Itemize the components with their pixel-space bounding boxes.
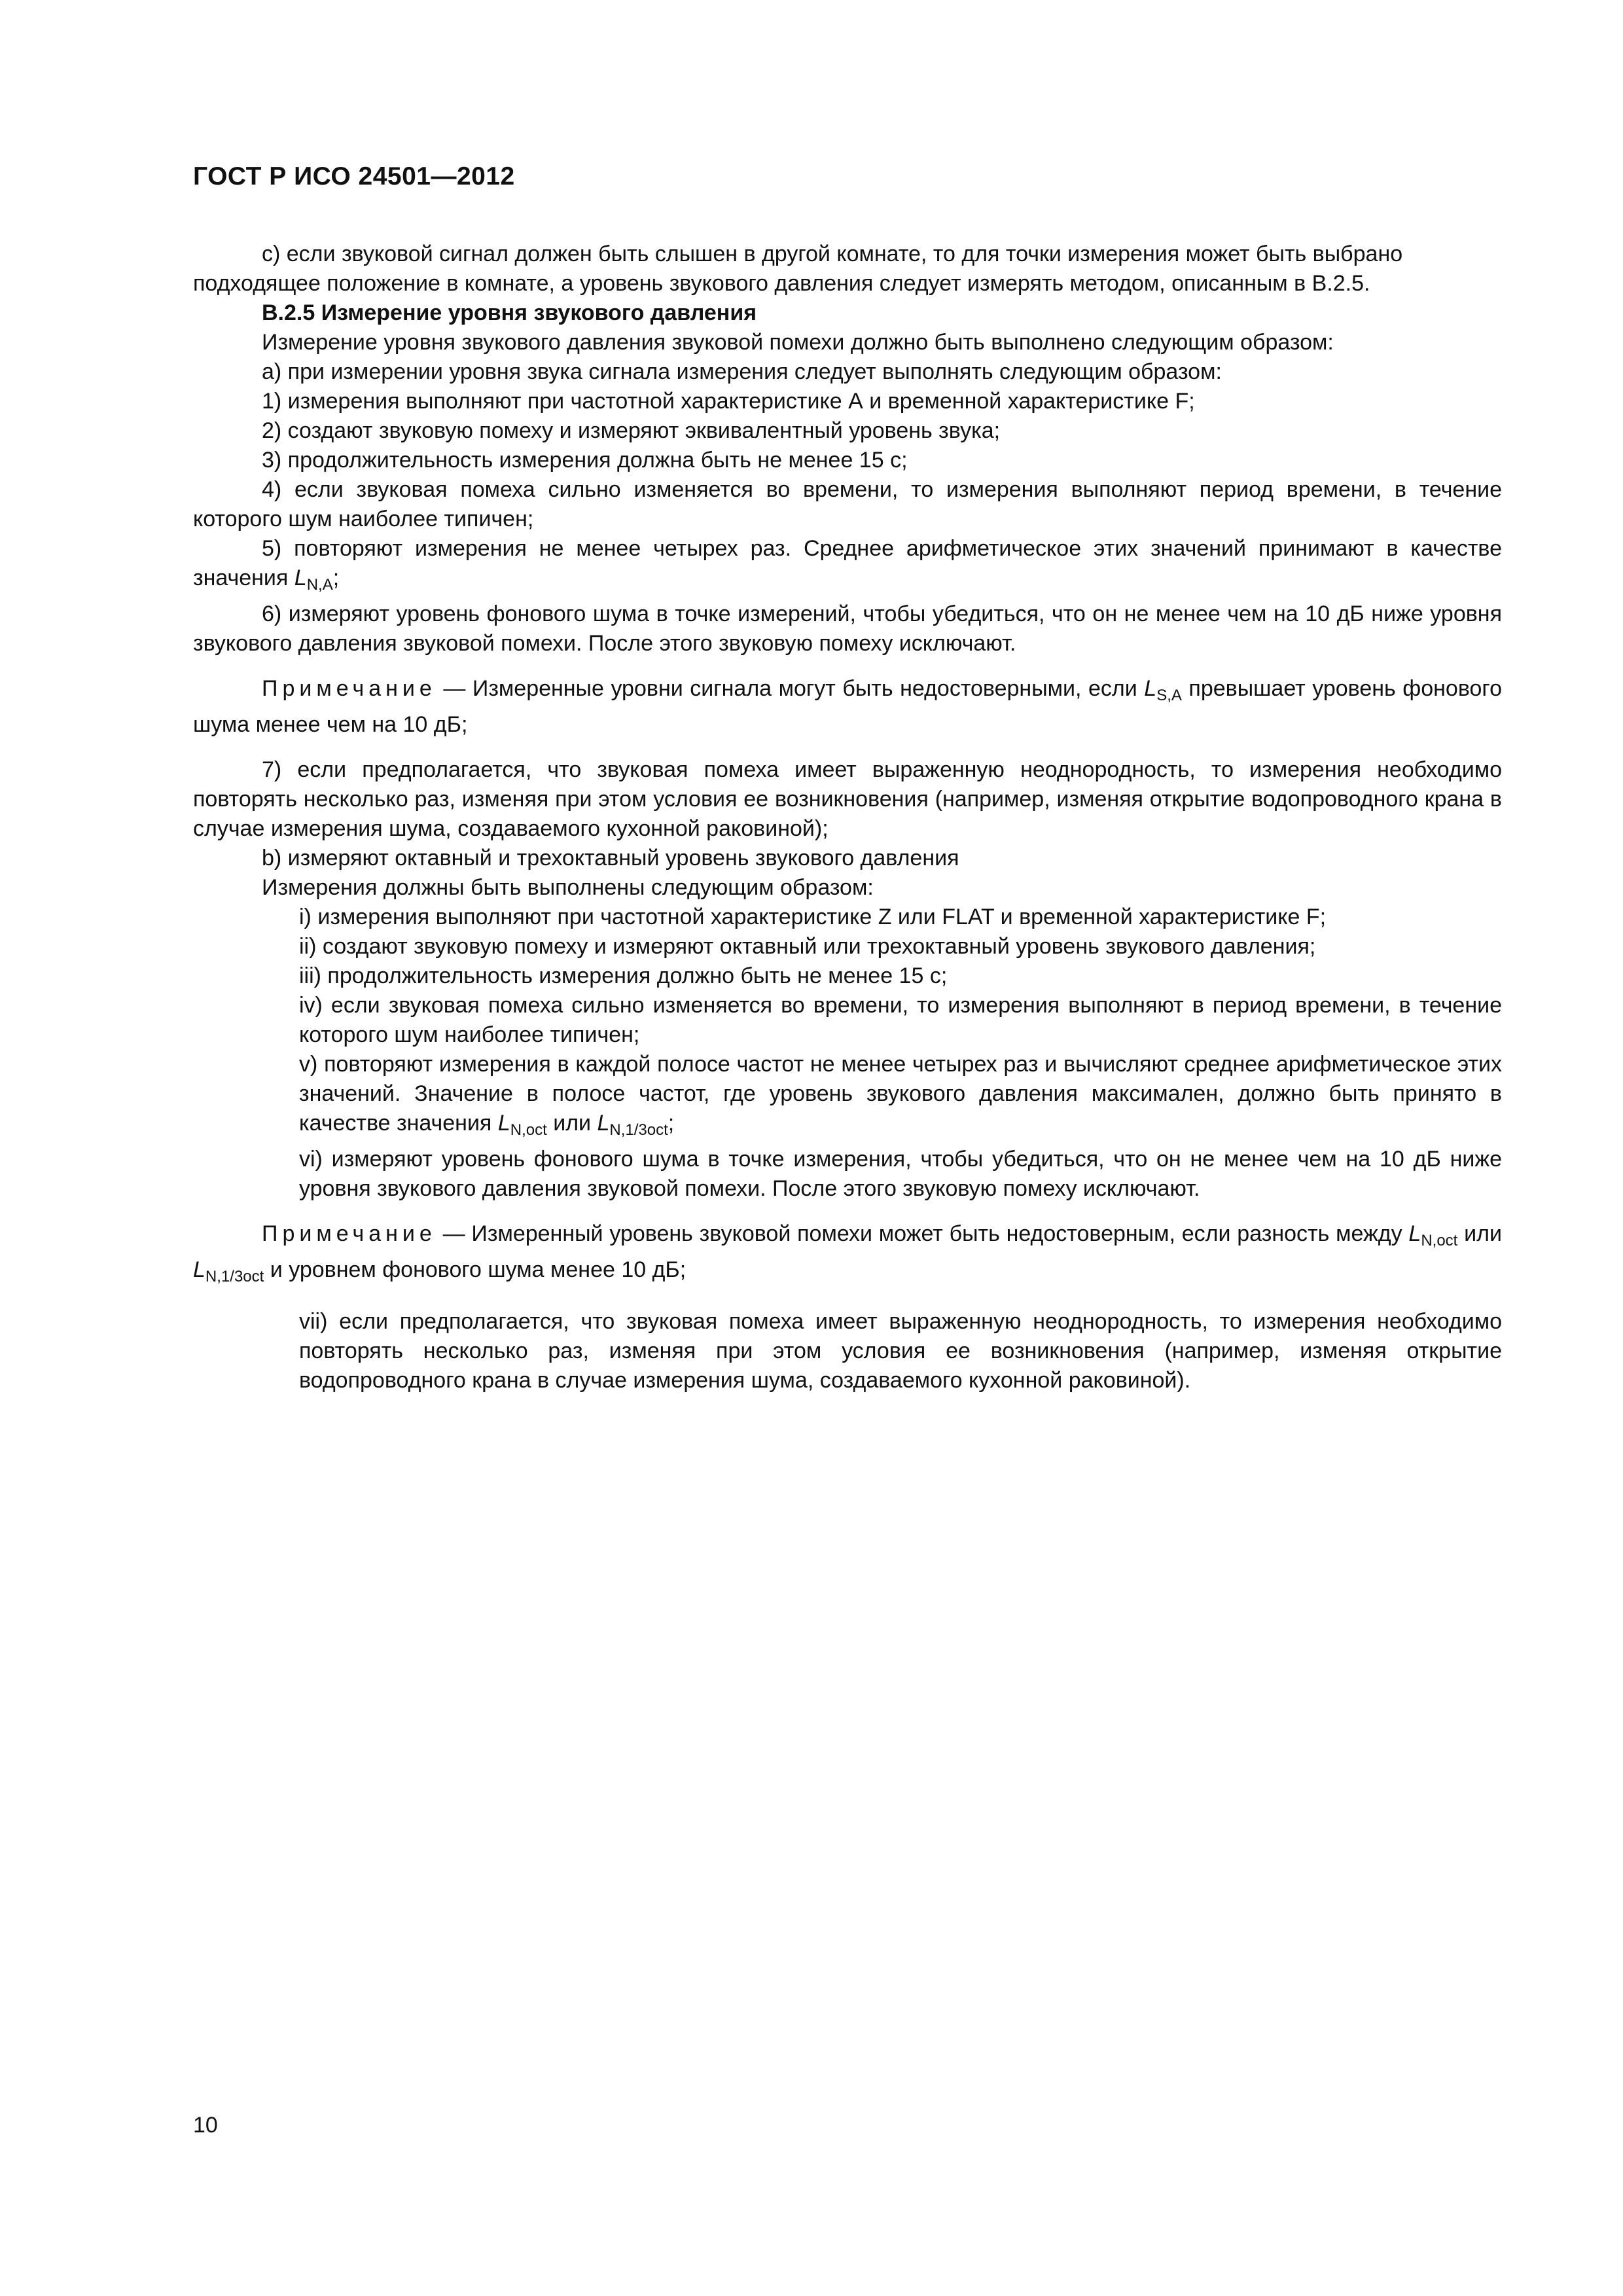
- document-header: ГОСТ Р ИСО 24501—2012: [193, 162, 515, 190]
- item-b-ii: ii) создают звуковую помеху и измеряют октавный или трехоктавный уровень звукового давления;: [299, 934, 1316, 959]
- note-1-label: Примечание: [262, 676, 437, 701]
- item-b-intro: Измерения должны быть выполнены следующим образом:: [262, 875, 874, 900]
- note-2-label: Примечание: [262, 1221, 437, 1246]
- item-a6: 6) измеряют уровень фонового шума в точке измерений, чтобы убедиться, что он не менее чем на 10 дБ ниже уровня звукового давления звуковой помехи. После этого звуковую помеху исключают.: [193, 601, 1502, 656]
- item-a: а) при измерении уровня звука сигнала измерения следует выполнять следующим образом:: [262, 359, 1222, 384]
- item-a5-text: 5) повторяют измерения не менее четырех раз. Среднее арифметическое этих значений принимают в качестве значения: [193, 536, 1502, 590]
- item-a2: 2) создают звуковую помеху и измеряют эквивалентный уровень звука;: [262, 418, 1001, 443]
- item-b-vi: vi) измеряют уровень фонового шума в точке измерения, чтобы убедиться, что он не менее чем на 10 дБ ниже уровня звукового давления звуковой помехи. После этого звуковую помеху исключают.: [299, 1147, 1502, 1201]
- paragraph-c-line1: c) если звуковой сигнал должен быть слышен в другой комнате, то для точки измерения может быть выбрано: [262, 242, 1403, 266]
- item-b-i: i) измерения выполняют при частотной характеристике Z или FLAT и временной характеристике F;: [299, 905, 1327, 929]
- note-2: Примечание — Измеренный уровень звуковой помехи может быть недостоверным, если разность между $L_{N,oct}$ или $L_{N,1/3oct}$ и уровнем фонового шума менее 10 дБ;: [193, 1221, 1502, 1285]
- symbol-l-na: $L_{N,A}$: [294, 565, 333, 594]
- note-1: Примечание — Измеренные уровни сигнала могут быть недостоверными, если $L_{S,A}$ превышает уровень фонового шума менее чем на 10 дБ;: [193, 676, 1502, 737]
- section-title: B.2.5 Измерение уровня звукового давления: [262, 300, 757, 325]
- section-intro: Измерение уровня звукового давления звуковой помехи должно быть выполнено следующим образом:: [262, 330, 1334, 355]
- item-b-iii: iii) продолжительность измерения должно быть не менее 15 с;: [299, 963, 948, 988]
- symbol-l-n13oct: $L_{N,1/3oct}$: [597, 1111, 668, 1139]
- symbol-l-sa: $L_{S,A}$: [1144, 676, 1182, 704]
- page-number: 10: [193, 2113, 218, 2138]
- paragraph-c-line2: подходящее положение в комнате, а уровень звукового давления следует измерять методом, описанным в B.2.5.: [193, 271, 1370, 296]
- item-a1: 1) измерения выполняют при частотной характеристике А и временной характеристике F;: [262, 389, 1195, 414]
- symbol-l-noct-note: $L_{N,oct}$: [1408, 1221, 1458, 1249]
- symbol-l-n13oct-note: $L_{N,1/3oct}$: [193, 1257, 264, 1285]
- item-a7: 7) если предполагается, что звуковая помеха имеет выраженную неоднородность, то измерения необходимо повторять несколько раз, изменяя при этом условия ее возникновения (например, изменяя открытие водопроводного крана в случае измерения шума, создаваемого кухонной раковиной);: [193, 757, 1502, 841]
- item-b-iv: iv) если звуковая помеха сильно изменяется во времени, то измерения выполняют в период времени, в течение которого шум наиболее типичен;: [299, 993, 1502, 1047]
- symbol-l-noct: $L_{N,oct}$: [497, 1111, 547, 1139]
- item-a5: 5) повторяют измерения не менее четырех раз. Среднее арифметическое этих значений принимают в качестве значения $L_{N,A}$;: [193, 536, 1502, 594]
- item-a3: 3) продолжительность измерения должна быть не менее 15 с;: [262, 448, 908, 473]
- document-body: [193, 240, 1502, 1395]
- item-a4: 4) если звуковая помеха сильно изменяется во времени, то измерения выполняют период времени, в течение которого шум наиболее типичен;: [193, 477, 1502, 531]
- item-b-v: v) повторяют измерения в каждой полосе частот не менее четырех раз и вычисляют среднее арифметическое этих значений. Значение в полосе частот, где уровень звукового давления максимален, должно быть принято в качестве значения $L_{N,oct}$ или $L_{N,1/3oct}$;: [299, 1052, 1502, 1139]
- item-b-vii: vii) если предполагается, что звуковая помеха имеет выраженную неоднородность, то измерения необходимо повторять несколько раз, изменяя при этом условия ее возникновения (например, изменяя открытие водопроводного крана в случае измерения шума, создаваемого кухонной раковиной).: [299, 1309, 1502, 1393]
- item-b: b) измеряют октавный и трехоктавный уровень звукового давления: [262, 846, 959, 870]
